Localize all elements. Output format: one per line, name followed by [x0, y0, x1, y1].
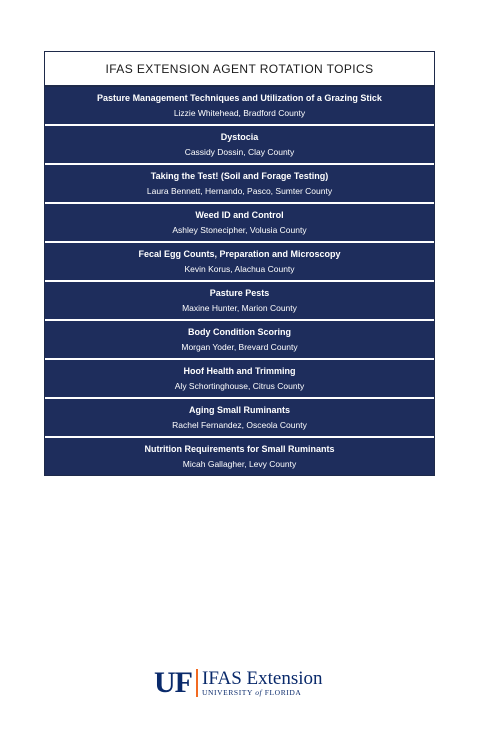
topic-row	[45, 282, 434, 321]
topic-title: Weed ID and Control	[195, 209, 284, 220]
topic-row	[45, 360, 434, 399]
topic-title: Pasture Management Techniques and Utilization of a Grazing Stick	[97, 92, 382, 103]
topic-presenter: Lizzie Whitehead, Bradford County	[173, 107, 306, 118]
topic-row	[45, 87, 434, 126]
topic-title: Body Condition Scoring	[188, 326, 291, 337]
topic-presenter: Ashley Stonecipher, Volusia County	[172, 224, 307, 235]
logo-title: IFAS Extension	[202, 667, 323, 689]
topic-presenter: Rachel Fernandez, Osceola County	[172, 419, 307, 430]
topic-title: Taking the Test! (Soil and Forage Testing)	[150, 170, 329, 181]
topic-row	[45, 438, 434, 475]
topic-row	[45, 126, 434, 165]
topic-presenter: Cassidy Dossin, Clay County	[184, 146, 295, 157]
topic-row	[45, 243, 434, 282]
table-title: IFAS EXTENSION AGENT ROTATION TOPICS	[45, 52, 434, 87]
uf-monogram: UF	[154, 666, 192, 699]
logo-subtitle: UNIVERSITY of FLORIDA	[202, 687, 302, 697]
topic-presenter: Micah Gallagher, Levy County	[182, 458, 297, 469]
topic-title: Hoof Health and Trimming	[183, 365, 296, 376]
topic-row	[45, 399, 434, 438]
topic-rows	[45, 87, 434, 475]
rotation-topics-table	[44, 51, 435, 476]
topic-presenter: Morgan Yoder, Brevard County	[181, 341, 298, 352]
topic-presenter: Kevin Korus, Alachua County	[184, 263, 295, 274]
uf-ifas-extension-logo	[154, 667, 323, 699]
logo-divider	[196, 669, 198, 697]
logo-text	[202, 669, 323, 698]
topic-presenter: Aly Schortinghouse, Citrus County	[174, 380, 305, 391]
topic-presenter: Maxine Hunter, Marion County	[182, 302, 297, 313]
topic-title: Fecal Egg Counts, Preparation and Microscopy	[138, 248, 341, 259]
topic-presenter: Laura Bennett, Hernando, Pasco, Sumter County	[146, 185, 333, 196]
topic-title: Aging Small Ruminants	[188, 404, 290, 415]
topic-row	[45, 165, 434, 204]
topic-title: Dystocia	[220, 131, 259, 142]
topic-row	[45, 321, 434, 360]
topic-title: Nutrition Requirements for Small Ruminants	[144, 443, 335, 454]
topic-row	[45, 204, 434, 243]
topic-title: Pasture Pests	[209, 287, 270, 298]
